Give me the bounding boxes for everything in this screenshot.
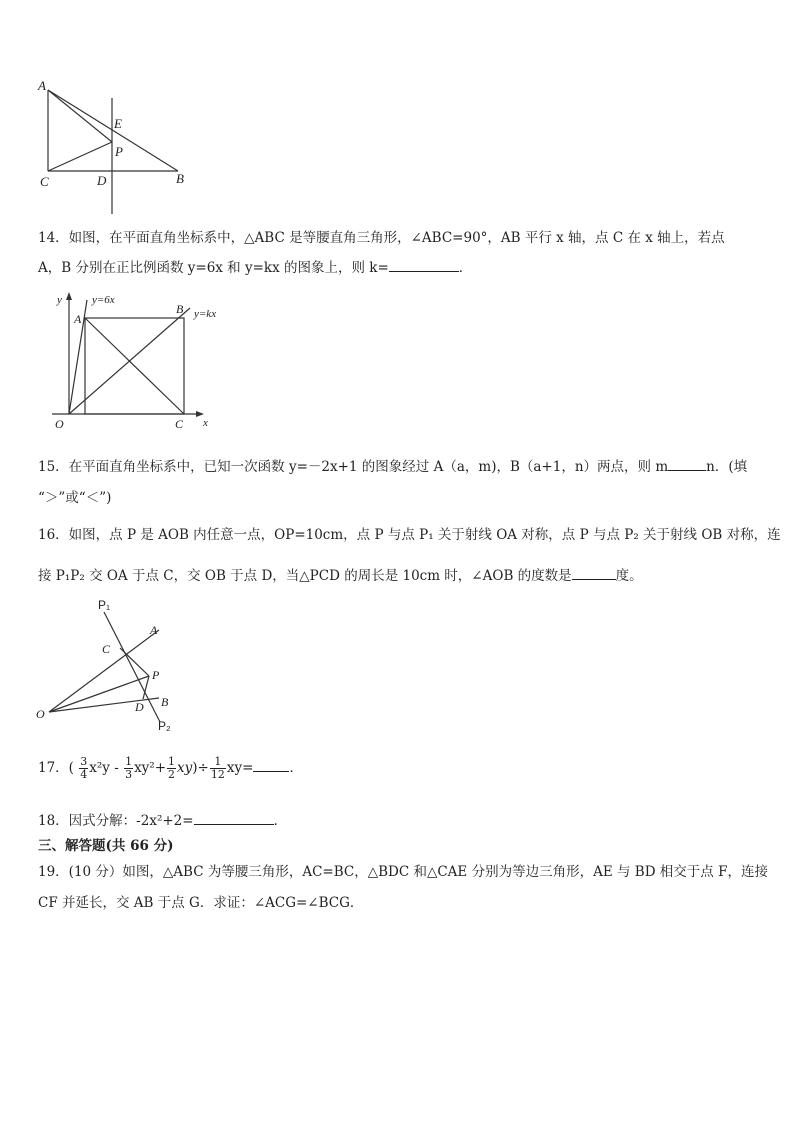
q18-text: 18．因式分解：-2x²+2= xyxy=(38,813,194,829)
figure-q16 xyxy=(32,598,202,738)
q17-frac3-num: 1 xyxy=(168,755,176,768)
label-o: O xyxy=(55,417,64,431)
label-d: D xyxy=(97,173,107,188)
q17-frac4-den: 12 xyxy=(210,768,225,781)
q17-frac1-den: 4 xyxy=(80,768,88,781)
q14-line2 xyxy=(38,259,472,277)
q14-line2-text: A，B 分别在正比例函数 y=6x 和 y=kx 的图象上，则 k= xyxy=(38,260,389,276)
label-b: B xyxy=(176,171,184,186)
q17-frac4-num: 1 xyxy=(210,756,226,769)
label-p1: P₁ xyxy=(98,598,111,612)
q17-fraction-2 xyxy=(124,756,133,781)
label-a: A xyxy=(74,312,82,326)
q19-line2: CF 并延长，交 AB 于点 G．求证：∠ACG=∠BCG． xyxy=(38,895,364,911)
label-a: A xyxy=(38,78,46,93)
q15-line2: “＞”或“＜”) xyxy=(38,490,112,506)
q17-frac2-num: 1 xyxy=(125,755,133,768)
fn1-label: y=6x xyxy=(92,294,115,306)
q17-line xyxy=(38,753,303,783)
q17-prefix: 17．( xyxy=(38,760,74,776)
q15-line1 xyxy=(38,458,747,476)
q14-answer-blank[interactable] xyxy=(389,259,459,272)
x-axis-label: x xyxy=(203,417,208,429)
label-p: P xyxy=(115,144,123,159)
q16-line1: 16．如图，点 P 是 AOB 内任意一点，OP=10cm，点 P 与点 P₁ 关于射线 OA 对称，点 P 与点 P₂ 关于射线 OB 对称，连 xyxy=(38,527,781,543)
label-e: E xyxy=(114,116,122,131)
fn2-label: y=kx xyxy=(194,308,217,320)
label-c: C xyxy=(102,642,111,656)
q17-fraction-4 xyxy=(210,756,226,781)
y-axis-arrow-icon xyxy=(66,292,72,300)
segment-ac xyxy=(85,318,184,414)
figure-q16-svg xyxy=(32,598,202,738)
y-axis-label: y xyxy=(57,294,62,306)
q17-frac1-num: 3 xyxy=(80,755,88,768)
label-c: C xyxy=(175,417,184,431)
segment-op xyxy=(49,676,149,712)
q15-line1-end: n．(填 xyxy=(706,459,748,475)
label-d: D xyxy=(135,700,144,714)
figure-q13 xyxy=(30,76,200,218)
figure-q14-svg xyxy=(50,290,230,435)
q19-line1: 19．(10 分）如图，△ABC 为等腰三角形，AC=BC，△BDC 和△CAE 分别为等边三角形，AE 与 BD 相交于点 F，连接 xyxy=(38,864,768,880)
q15-answer-blank[interactable] xyxy=(668,458,706,471)
label-o: O xyxy=(36,707,45,721)
q18-line xyxy=(38,812,287,830)
q17-close: )÷ xyxy=(192,760,209,776)
label-c: C xyxy=(40,174,49,189)
label-p2: P₂ xyxy=(158,719,171,733)
figure-q13-svg xyxy=(30,76,200,218)
q17-frac3-den: 2 xyxy=(168,768,176,781)
q14-line2-end: ． xyxy=(458,260,473,276)
q17-term-3: xy xyxy=(177,760,193,776)
label-b: B xyxy=(161,695,169,709)
label-a: A xyxy=(150,623,158,637)
q17-answer-blank[interactable] xyxy=(253,759,289,772)
q17-frac2-den: 3 xyxy=(125,768,133,781)
segment-ab xyxy=(48,90,178,171)
q17-fraction-1 xyxy=(79,756,88,781)
q17-term-2: xy²+ xyxy=(134,760,167,776)
section-title: 三、解答题(共 66 分) xyxy=(38,838,174,854)
q16-line2-text: 接 P₁P₂ 交 OA 于点 C，交 OB 于点 D，当△PCD 的周长是 10cm 时，∠AOB 的度数是 xyxy=(38,568,572,584)
figure-q14 xyxy=(50,290,230,435)
q14-line1: 14．如图，在平面直角坐标系中，△ABC 是等腰直角三角形，∠ABC=90°，AB 平行 x 轴，点 C 在 x 轴上，若点 xyxy=(38,230,725,246)
segment-cp xyxy=(48,142,112,171)
q16-line2 xyxy=(38,567,643,585)
q17-term-4: xy= xyxy=(226,760,254,776)
q16-line2-end: 度。 xyxy=(615,568,643,584)
q17-term-1: x²y - xyxy=(89,760,119,776)
q16-answer-blank[interactable] xyxy=(572,567,616,580)
q15-line1-text: 15．在平面直角坐标系中，已知一次函数 y=－2x+1 的图象经过 A（a，m)，B（a+1，n）两点，则 m xyxy=(38,459,669,475)
q18-answer-blank[interactable] xyxy=(194,812,274,825)
q17-end: ． xyxy=(289,760,303,776)
q17-fraction-3 xyxy=(167,756,176,781)
label-b: B xyxy=(176,302,184,316)
segment-ap xyxy=(48,90,112,142)
label-p: P xyxy=(152,668,160,682)
q18-end: ． xyxy=(273,813,288,829)
